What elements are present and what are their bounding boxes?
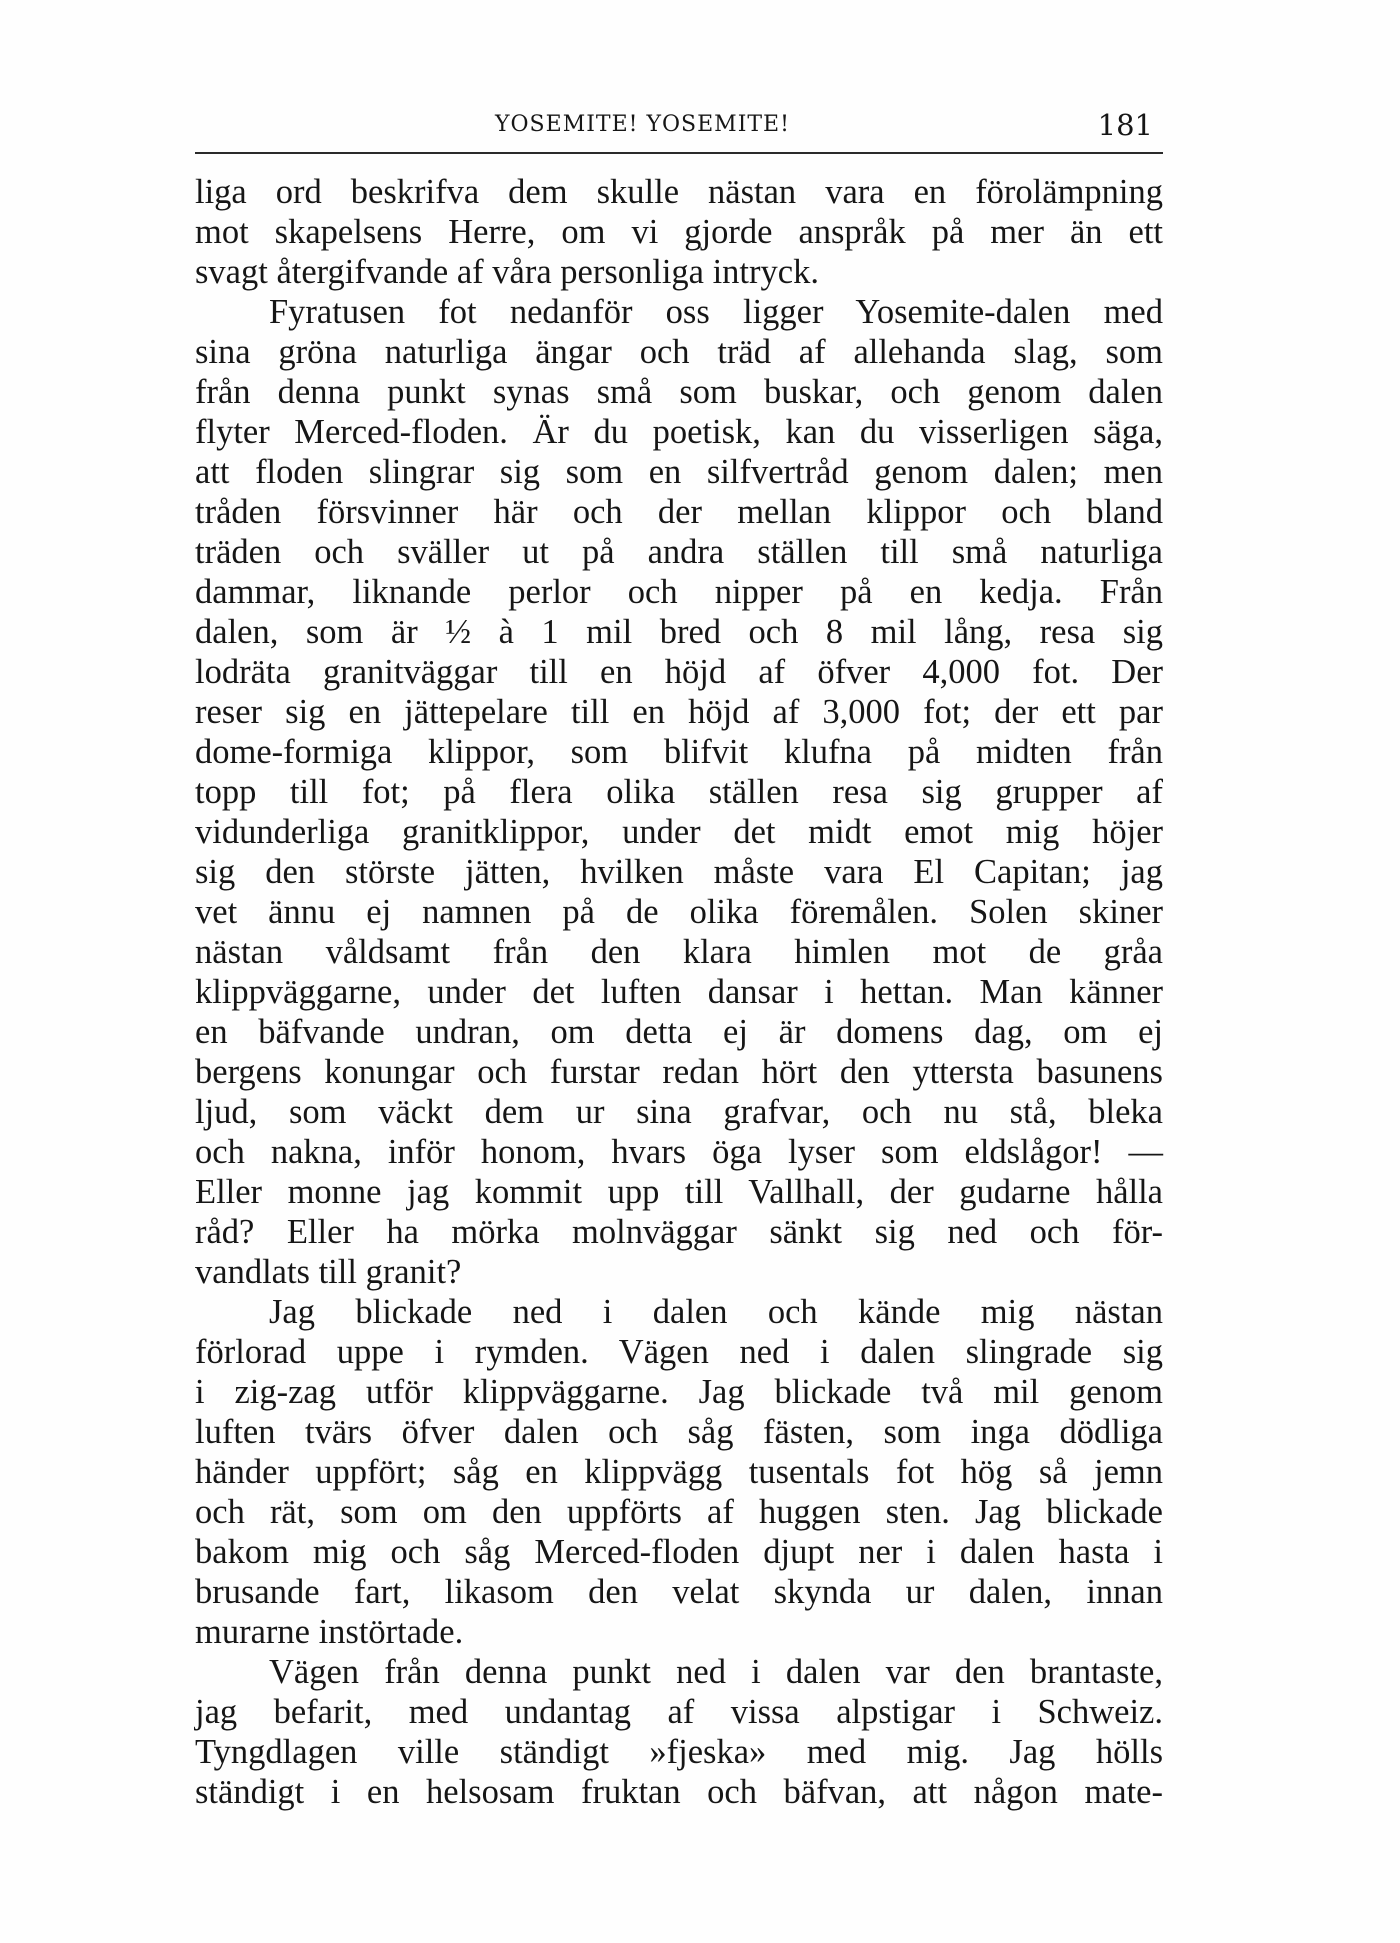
text-line: murarne instörtade. [195, 1613, 464, 1651]
text-line: dammar, liknande perlor och nipper på en kedja. Från [195, 573, 1163, 611]
text-line: klippväggarne, under det luften dansar i hettan. Man känner [195, 973, 1163, 1011]
text-line: svagt återgifvande af våra personliga intryck. [195, 253, 819, 291]
text-line: råd? Eller ha mörka molnväggar sänkt sig ned och för- [195, 1213, 1163, 1251]
text-line: ständigt i en helsosam fruktan och bäfvan, att någon mate- [195, 1773, 1163, 1811]
text-line: och rät, som om den uppförts af huggen sten. Jag blickade [195, 1493, 1163, 1531]
text-line: vet ännu ej namnen på de olika föremålen. Solen skiner [195, 893, 1163, 931]
text-line: Vägen från denna punkt ned i dalen var den brantaste, [269, 1653, 1163, 1691]
body-text [195, 172, 1163, 1812]
text-line: Fyratusen fot nedanför oss ligger Yosemite-dalen med [269, 293, 1163, 331]
page-header [195, 108, 1163, 154]
text-line: reser sig en jättepelare till en höjd af 3,000 fot; der ett par [195, 693, 1163, 731]
text-line: sig den störste jätten, hvilken måste vara El Capitan; jag [195, 853, 1163, 891]
text-line: bakom mig och såg Merced-floden djupt ner i dalen hasta i [195, 1533, 1163, 1571]
text-line: en bäfvande undran, om detta ej är domens dag, om ej [195, 1013, 1163, 1051]
text-line: sina gröna naturliga ängar och träd af allehanda slag, som [195, 333, 1163, 371]
text-line: jag befarit, med undantag af vissa alpstigar i Schweiz. [195, 1693, 1163, 1731]
text-line: flyter Merced-floden. Är du poetisk, kan du visserligen säga, [195, 413, 1163, 451]
text-line: träden och sväller ut på andra ställen till små naturliga [195, 533, 1163, 571]
text-line: Eller monne jag kommit upp till Vallhall, der gudarne hålla [195, 1173, 1163, 1211]
text-line: brusande fart, likasom den velat skynda ur dalen, innan [195, 1573, 1163, 1611]
text-line: tråden försvinner här och der mellan klippor och bland [195, 493, 1163, 531]
text-line: ljud, som väckt dem ur sina grafvar, och nu stå, bleka [195, 1093, 1163, 1131]
paragraph [195, 172, 1163, 292]
running-title: YOSEMITE! YOSEMITE! [495, 112, 790, 137]
text-line: från denna punkt synas små som buskar, och genom dalen [195, 373, 1163, 411]
text-line: dome-formiga klippor, som blifvit klufna på midten från [195, 733, 1163, 771]
text-line: liga ord beskrifva dem skulle nästan vara en förolämpning [195, 173, 1163, 211]
text-line: bergens konungar och furstar redan hört den yttersta basunens [195, 1053, 1163, 1091]
text-line: i zig-zag utför klippväggarne. Jag blickade två mil genom [195, 1373, 1163, 1411]
text-line: Jag blickade ned i dalen och kände mig nästan [269, 1293, 1163, 1331]
text-line: mot skapelsens Herre, om vi gjorde anspråk på mer än ett [195, 213, 1163, 251]
text-line: lodräta granitväggar till en höjd af öfver 4,000 fot. Der [195, 653, 1163, 691]
text-line: förlorad uppe i rymden. Vägen ned i dalen slingrade sig [195, 1333, 1163, 1371]
text-line: nästan våldsamt från den klara himlen mot de gråa [195, 933, 1163, 971]
paragraph [195, 1652, 1163, 1812]
page-number: 181 [1097, 108, 1153, 142]
text-line: vandlats till granit? [195, 1253, 462, 1291]
text-line: dalen, som är ½ à 1 mil bred och 8 mil lång, resa sig [195, 613, 1163, 651]
text-line: luften tvärs öfver dalen och såg fästen, som inga dödliga [195, 1413, 1163, 1451]
text-line: Tyngdlagen ville ständigt »fjeska» med mig. Jag hölls [195, 1733, 1163, 1771]
text-line: och nakna, inför honom, hvars öga lyser som eldslågor! — [195, 1133, 1163, 1171]
paragraph [195, 1292, 1163, 1652]
text-line: vidunderliga granitklippor, under det midt emot mig höjer [195, 813, 1163, 851]
text-line: topp till fot; på flera olika ställen resa sig grupper af [195, 773, 1163, 811]
text-line: att floden slingrar sig som en silfvertråd genom dalen; men [195, 453, 1163, 491]
paragraph [195, 292, 1163, 1292]
text-line: händer uppfört; såg en klippvägg tusentals fot hög så jemn [195, 1453, 1163, 1491]
